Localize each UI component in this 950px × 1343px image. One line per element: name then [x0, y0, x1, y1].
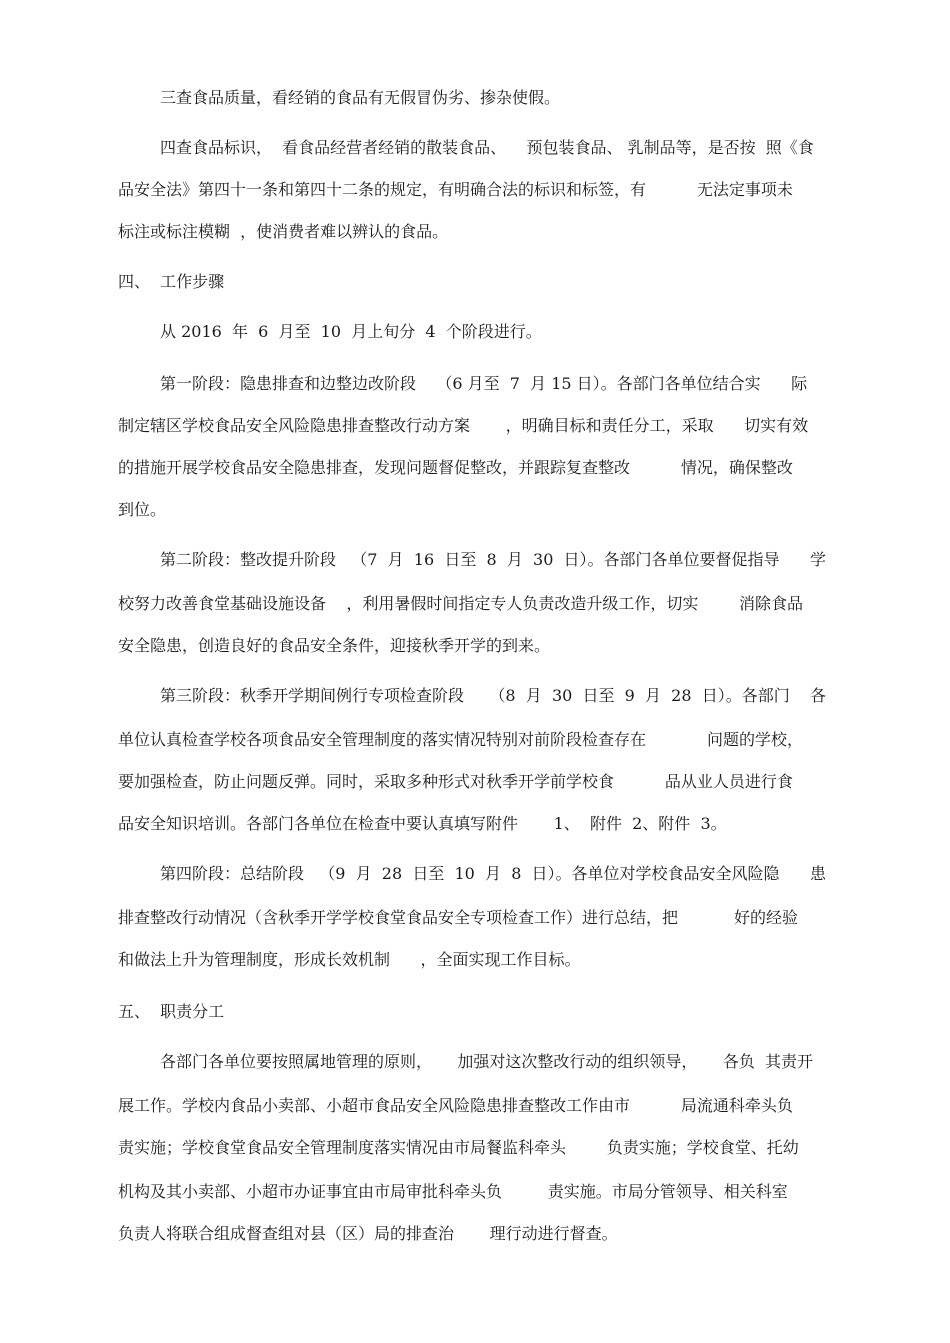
section-heading: 五、 职责分工	[118, 1002, 225, 1021]
text-line: 第二阶段：整改提升阶段 （7 月 16 日至 8 月 30 日）。各部门各单位要督促指导 学	[160, 550, 827, 569]
text-line: 机构及其小卖部、小超市办证事宜由市局审批科牵头负 责实施。市局分管领导、相关科室	[118, 1182, 788, 1201]
text-line: 单位认真检查学校各项食品安全管理制度的落实情况特别对前阶段检查存在 问题的学校，	[118, 730, 804, 749]
text-line: 的措施开展学校食品安全隐患排查，发现问题督促整改，并跟踪复查整改 情况，确保整改	[118, 458, 793, 477]
text-line: 和做法上升为管理制度，形成长效机制 ，全面实现工作目标。	[118, 950, 581, 969]
text-line: 三查食品质量，看经销的食品有无假冒伪劣、掺杂使假。	[160, 88, 561, 107]
text-line: 要加强检查，防止问题反弹。同时，采取多种形式对秋季开学前学校食 品从业人员进行食	[118, 772, 793, 791]
text-line: 责实施；学校食堂食品安全管理制度落实情况由市局餐监科牵头 负责实施；学校食堂、托幼	[118, 1138, 799, 1157]
text-line: 从 2016 年 6 月至 10 月上旬分 4 个阶段进行。	[160, 322, 542, 341]
text-line: 标注或标注模糊 ，使消费者难以辨认的食品。	[118, 222, 449, 241]
text-line: 第一阶段：隐患排查和边整边改阶段 （6 月至 7 月 15 日）。各部门各单位结合实 际	[160, 374, 808, 393]
text-line: 品安全法》第四十一条和第四十二条的规定，有明确合法的标识和标签，有 无法定事项未	[118, 180, 793, 199]
text-line: 第四阶段：总结阶段 （9 月 28 日至 10 月 8 日）。各单位对学校食品安全风险隐 患	[160, 864, 827, 883]
text-line: 负责人将联合组成督查组对县（区）局的排查治 理行动进行督查。	[118, 1224, 618, 1243]
text-line: 品安全知识培训。各部门各单位在检查中要认真填写附件 1、 附件 2、附件 3。	[118, 814, 727, 833]
section-heading: 四、 工作步骤	[118, 272, 225, 291]
text-line: 安全隐患，创造良好的食品安全条件，迎接秋季开学的到来。	[118, 636, 551, 655]
text-line: 第三阶段：秋季开学期间例行专项检查阶段 （8 月 30 日至 9 月 28 日）。各部门 各	[160, 686, 827, 705]
text-line: 校努力改善食堂基础设施设备 ，利用暑假时间指定专人负责改造升级工作，切实 消除食品	[118, 594, 804, 613]
text-line: 各部门各单位要按照属地管理的原则， 加强对这次整改行动的组织领导， 各负 其责开	[160, 1052, 814, 1071]
text-line: 排查整改行动情况（含秋季开学学校食堂食品安全专项检查工作）进行总结，把 好的经验	[118, 908, 798, 927]
text-line: 展工作。学校内食品小卖部、小超市食品安全风险隐患排查整改工作由市 局流通科牵头负	[118, 1096, 793, 1115]
text-line: 四查食品标识， 看食品经营者经销的散装食品、 预包装食品、 乳制品等，是否按 照《食	[160, 138, 814, 157]
text-line: 到位。	[118, 500, 167, 519]
text-line: 制定辖区学校食品安全风险隐患排查整改行动方案 ，明确目标和责任分工，采取 切实有效	[118, 416, 809, 435]
